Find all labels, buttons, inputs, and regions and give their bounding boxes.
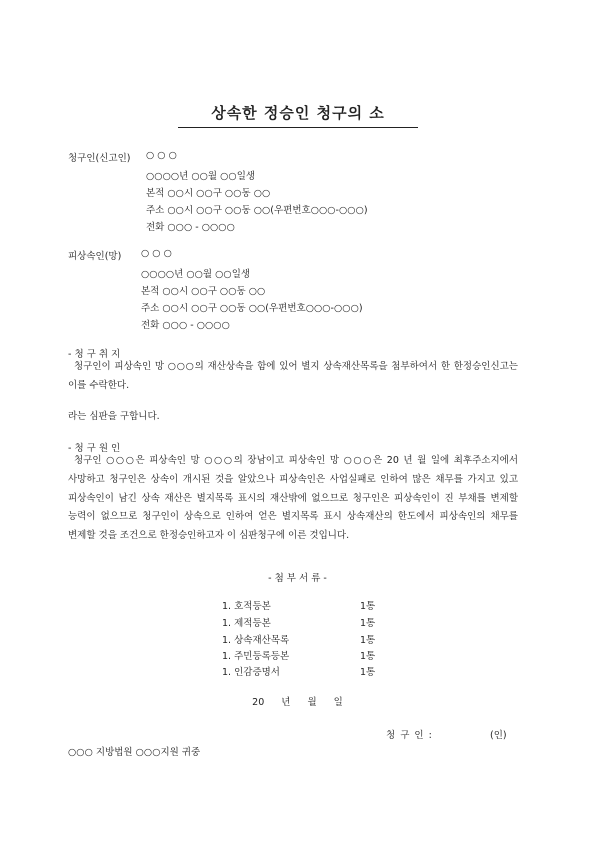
- decedent-phone: 전화 ○○○ - ○○○○: [141, 320, 230, 331]
- decedent-domicile: 본적 ○○시 ○○구 ○○동 ○○: [141, 286, 266, 297]
- signature-label: 청 구 인 :: [386, 730, 433, 741]
- purpose-closing: 라는 심판을 구합니다.: [68, 411, 160, 422]
- purpose-heading: - 청 구 취 지: [68, 349, 121, 360]
- court-addressee: ○○○ 지방법원 ○○○지원 귀중: [68, 747, 201, 758]
- attachment-item: [222, 664, 382, 678]
- attachment-item: [222, 615, 382, 629]
- document-date: 20 년 월 일: [252, 697, 343, 708]
- attachment-name: 1. 인감증명서: [222, 667, 280, 678]
- attachment-name: 1. 주민등록등본: [222, 651, 290, 662]
- attachment-item: [222, 632, 382, 646]
- claimant-domicile: 본적 ○○시 ○○구 ○○동 ○○: [146, 188, 271, 199]
- cause-heading: - 청 구 원 인: [68, 443, 121, 454]
- attachment-count: 1통: [360, 651, 376, 662]
- attachment-count: 1통: [360, 667, 376, 678]
- attachment-item: [222, 598, 382, 612]
- claimant-birth: ○○○○년 ○○월 ○○일생: [146, 171, 256, 182]
- signature-seal: (인): [490, 730, 507, 741]
- decedent-name: ○ ○ ○: [141, 248, 172, 259]
- cause-body: 청구인 ○○○은 피상속인 망 ○○○의 장남이고 피상속인 망 ○○○은 20 년 월 일에 최후주소지에서 사망하고 청구인은 상속이 개시된 것을 알았으나 피상속인은 사업실패로 인하여 많은 채무를 가지고 있고 피상속인이 남긴 상속 재산은 별지목록 표시의 재산밖에 없으므로 청구인은 피상속인이 진 부채를 변제할 능력이 없으므로 청구인이 상속으로 인하여 얻은 별지목록 표시 상속재산의 한도에서 피상속인의 채무를 변제할 것을 조건으로 한정승인하고자 이 심판청구에 이른 것입니다.: [68, 455, 518, 542]
- attachment-name: 1. 호적등본: [222, 601, 271, 612]
- attachments-heading: - 첨 부 서 류 -: [268, 573, 327, 584]
- attachment-count: 1통: [360, 635, 376, 646]
- attachment-item: [222, 648, 382, 662]
- decedent-birth: ○○○○년 ○○월 ○○일생: [141, 269, 251, 280]
- claimant-phone: 전화 ○○○ - ○○○○: [146, 222, 235, 233]
- document-title: 상속한 정승인 청구의 소: [178, 102, 418, 128]
- attachment-name: 1. 제적등본: [222, 618, 271, 629]
- attachment-name: 1. 상속재산목록: [222, 635, 290, 646]
- claimant-name: ○ ○ ○: [146, 150, 177, 161]
- attachment-count: 1통: [360, 618, 376, 629]
- attachment-count: 1통: [360, 601, 376, 612]
- decedent-address: 주소 ○○시 ○○구 ○○동 ○○(우편번호○○○-○○○): [141, 303, 363, 314]
- purpose-body: 청구인이 피상속인 망 ○○○의 재산상속을 함에 있어 별지 상속재산목록을 첨부하여서 한 한정승인신고는 이를 수락한다.: [68, 361, 518, 391]
- claimant-address: 주소 ○○시 ○○구 ○○동 ○○(우편번호○○○-○○○): [146, 205, 368, 216]
- claimant-label: 청구인(신고인): [68, 153, 131, 164]
- decedent-label: 피상속인(망): [68, 251, 122, 262]
